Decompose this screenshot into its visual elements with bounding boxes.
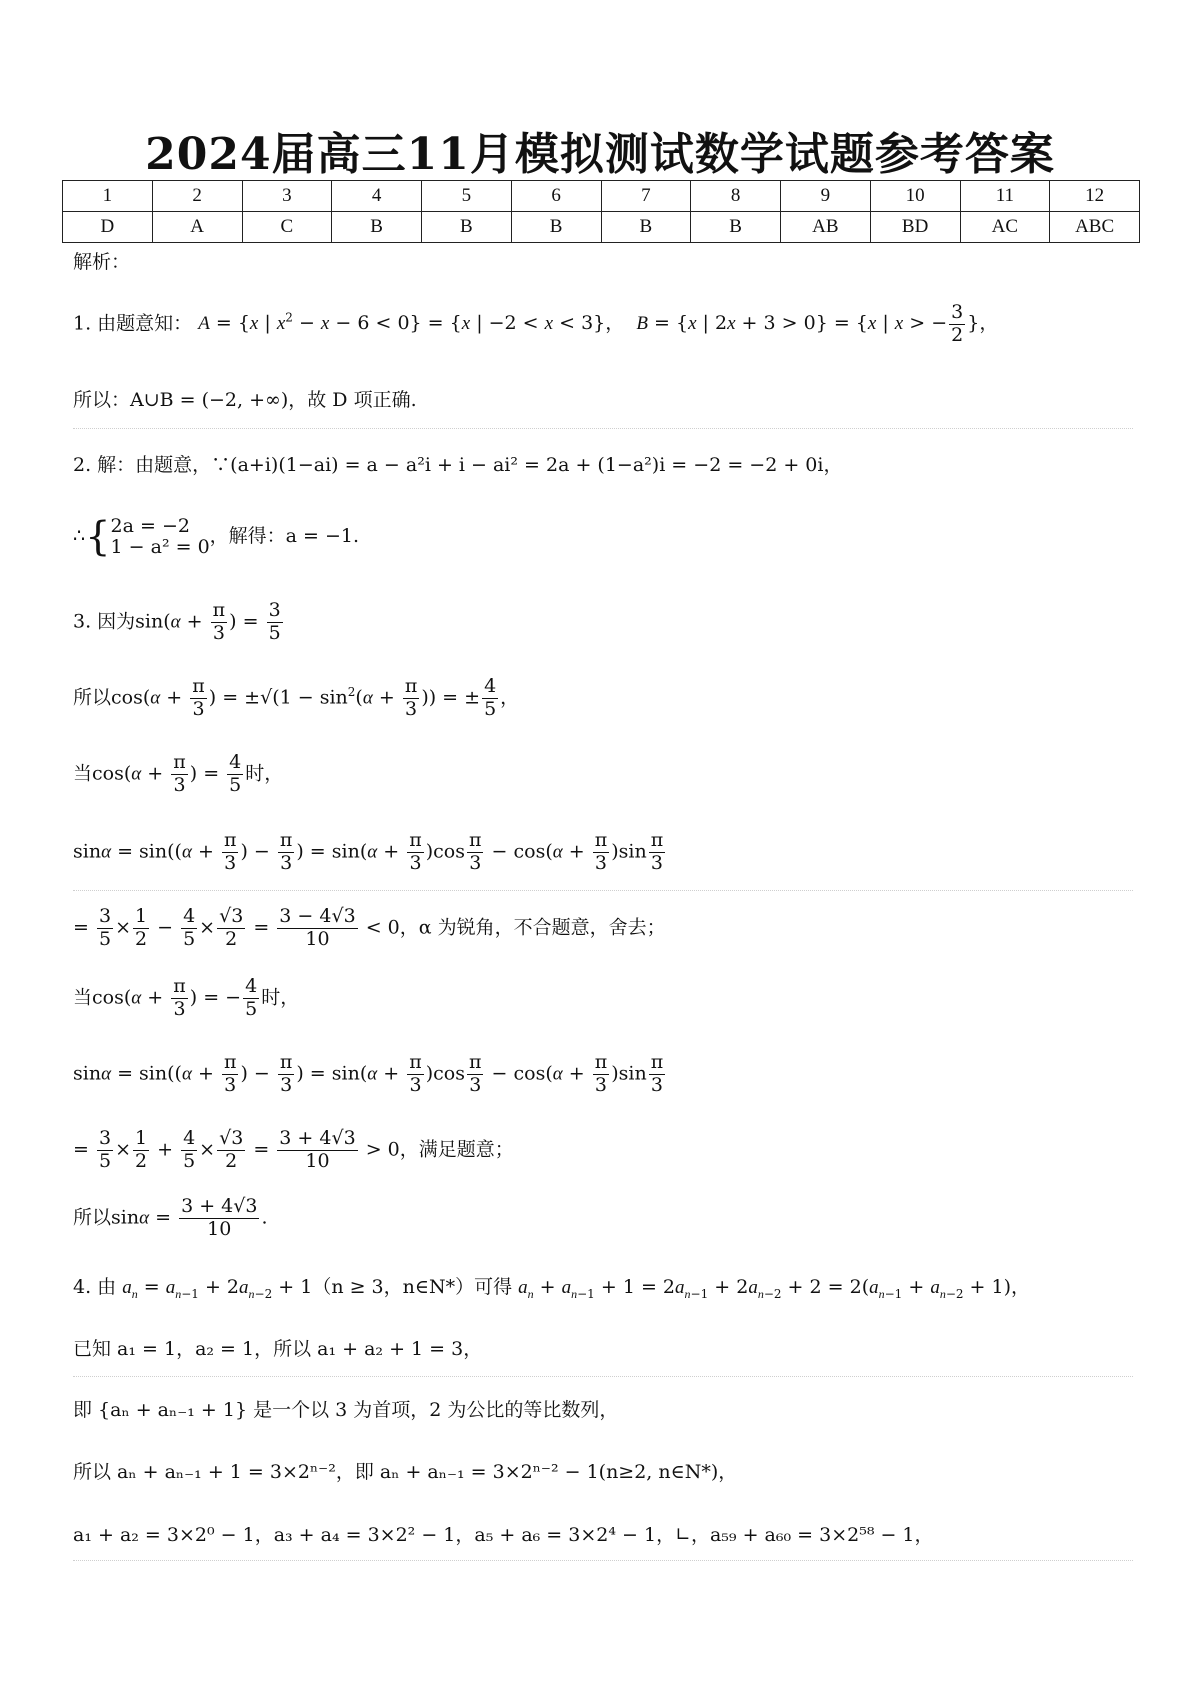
answer-cell: AB bbox=[781, 212, 871, 243]
q2-expression: ∵(a+i)(1−ai) = a − a²i + i − ai² = 2a + (1−a²)i = −2 = −2 + 0i， bbox=[211, 454, 843, 476]
q3-line-4: sinα = sin((α + $\frac{\pi}{3}$ ) − $\frac{\pi}{3}$ ) = sin(α + $\frac{\pi}{3}$ )cos $\frac{\pi}{3}$ − cos(α + $\frac{\pi}{3}$ )sin $\frac{\pi}{3}$ bbox=[73, 829, 664, 874]
answer-cell: B bbox=[422, 212, 512, 243]
q3-line-8: = $\frac{3}{5}$ × $\frac{1}{2}$ + $\frac{4}{5}$ × $\frac{√3}{2}$ = $\frac{3 + 4√3}{10}$ > 0，满足题意； bbox=[73, 1127, 514, 1172]
answer-cell: ABC bbox=[1050, 212, 1140, 243]
answer-cell: B bbox=[511, 212, 601, 243]
separator bbox=[73, 428, 1133, 429]
q3-line-5: = $\frac{3}{5}$ × $\frac{1}{2}$ − $\frac{4}{5}$ × $\frac{√3}{2}$ = $\frac{3 - 4√3}{10}$ < 0，α 为锐角，不合题意，舍去； bbox=[73, 905, 666, 950]
question-number: 5 bbox=[422, 181, 512, 212]
answer-cell: D bbox=[63, 212, 153, 243]
question-number: 11 bbox=[960, 181, 1050, 212]
question-number: 1 bbox=[63, 181, 153, 212]
question-number: 8 bbox=[691, 181, 781, 212]
question-number: 6 bbox=[511, 181, 601, 212]
answer-cell: B bbox=[691, 212, 781, 243]
question-number: 3 bbox=[242, 181, 332, 212]
separator bbox=[73, 1376, 1133, 1377]
answer-cell: C bbox=[242, 212, 332, 243]
q3-line-7: sinα = sin((α + $\frac{\pi}{3}$ ) − $\frac{\pi}{3}$ ) = sin(α + $\frac{\pi}{3}$ )cos $\frac{\pi}{3}$ − cos(α + $\frac{\pi}{3}$ )sin $\frac{\pi}{3}$ bbox=[73, 1051, 664, 1096]
q3-line-9: 所以sinα = $\frac{3 + 4√3}{10}$ . bbox=[73, 1195, 268, 1240]
separator bbox=[73, 890, 1133, 891]
question-number: 2 bbox=[152, 181, 242, 212]
q3-line-2: 所以cos(α + $\frac{\pi}{3}$ ) = $\pm√(1 - \sin^2(\alpha$ + $\frac{\pi}{3}$ )) = ± $\frac{4}{5}$ ， bbox=[73, 675, 520, 720]
q3-line-9-prefix: 所以 bbox=[73, 1206, 112, 1229]
q3-line-2-prefix: 所以 bbox=[73, 686, 112, 709]
q4-line-1-prefix: 4. 由 bbox=[73, 1276, 117, 1298]
q2-result: ，解得：a = −1. bbox=[209, 525, 360, 547]
page-title: 2024届高三11月模拟测试数学试题参考答案 bbox=[145, 129, 1055, 180]
question-number: 7 bbox=[601, 181, 691, 212]
separator bbox=[73, 1560, 1133, 1561]
analysis-label: 解析： bbox=[73, 251, 131, 273]
question-number: 10 bbox=[870, 181, 960, 212]
q3-line-3: 当cos(α + $\frac{\pi}{3}$ ) = $\frac{4}{5}$ 时， bbox=[73, 751, 284, 796]
answer-table bbox=[62, 180, 1140, 243]
q3-line-6-suffix: 时， bbox=[261, 986, 300, 1009]
answer-cell: A bbox=[152, 212, 242, 243]
q4-line-1-mid: （n ≥ 3，n∈N*）可得 bbox=[312, 1276, 513, 1298]
question-number: 9 bbox=[781, 181, 871, 212]
answer-cell: AC bbox=[960, 212, 1050, 243]
q2-system bbox=[111, 516, 210, 558]
q2-system-eq2: 1 − a² = 0 bbox=[110, 536, 210, 558]
q3-line-5-suffix: ，α 为锐角，不合题意，舍去； bbox=[399, 916, 666, 939]
q2-line-2: ∴{ 2a = −2 1 − a² = 0 ，解得：a = −1. bbox=[73, 514, 360, 560]
q3-line-6-prefix: 当 bbox=[73, 986, 93, 1009]
answer-cell: B bbox=[332, 212, 422, 243]
answer-table-answer-row bbox=[63, 212, 1140, 243]
q3-line-1: 3. 因为sin(α + $\frac{\pi}{3}$ ) = $\frac{3}{5}$ bbox=[73, 599, 281, 644]
q3-line-8-suffix: ，满足题意； bbox=[399, 1138, 514, 1161]
answer-table-number-row bbox=[63, 181, 1140, 212]
q2-system-eq1: 2a = −2 bbox=[110, 515, 190, 538]
q1-line-2: 所以：A∪B = (−2, +∞)，故 D 项正确. bbox=[73, 389, 417, 411]
q2-line-1 bbox=[73, 455, 842, 476]
q4-line-1: 4. 由 $a_n = a_{n-1} + 2a_{n-2} + 1(n \ge 3$，n∈N*）可得 $a_n + a_{n-1} + 1 = 2a_{n-1} + 2a_{n-2} + 2 = 2(a_{n-1} + a_{n-2} + 1)$， bbox=[73, 1276, 1031, 1301]
question-number: 12 bbox=[1050, 181, 1140, 212]
q3-prefix: 3. 因为 bbox=[73, 610, 136, 633]
question-number: 4 bbox=[332, 181, 422, 212]
q1-line-1 bbox=[73, 302, 998, 347]
q4-line-2: 已知 a₁ = 1，a₂ = 1，所以 a₁ + a₂ + 1 = 3， bbox=[73, 1338, 483, 1360]
q4-line-5: a₁ + a₂ = 3×2⁰ − 1，a₃ + a₄ = 3×2² − 1，a₅ + a₆ = 3×2⁴ − 1，∟，a₅₉ + a₆₀ = 3×2⁵⁸ − 1， bbox=[73, 1524, 934, 1546]
q2-prefix: 2. 解：由题意， bbox=[73, 454, 212, 476]
answer-cell: B bbox=[601, 212, 691, 243]
q3-line-3-prefix: 当 bbox=[73, 762, 93, 785]
q1-set-a: A = {x | $x^2 - x - 6 < 0\} = \{x$ | −2 < x < 3}， B = {x | 2x + 3 > 0} = {x | x > − $\frac{3}{2}$ }， bbox=[198, 301, 999, 346]
q3-line-3-suffix: 时， bbox=[245, 762, 284, 785]
answer-cell: BD bbox=[870, 212, 960, 243]
q3-line-6: 当cos(α + $\frac{\pi}{3}$ ) = − $\frac{4}{5}$ 时， bbox=[73, 975, 300, 1020]
q4-line-3: 即 {aₙ + aₙ₋₁ + 1} 是一个以 3 为首项，2 为公比的等比数列， bbox=[73, 1399, 619, 1421]
q4-line-4: 所以 aₙ + aₙ₋₁ + 1 = 3×2ⁿ⁻²，即 aₙ + aₙ₋₁ = 3×2ⁿ⁻² − 1(n≥2, n∈N*)， bbox=[73, 1461, 738, 1483]
q1-prefix: 1. 由题意知： bbox=[73, 312, 193, 335]
